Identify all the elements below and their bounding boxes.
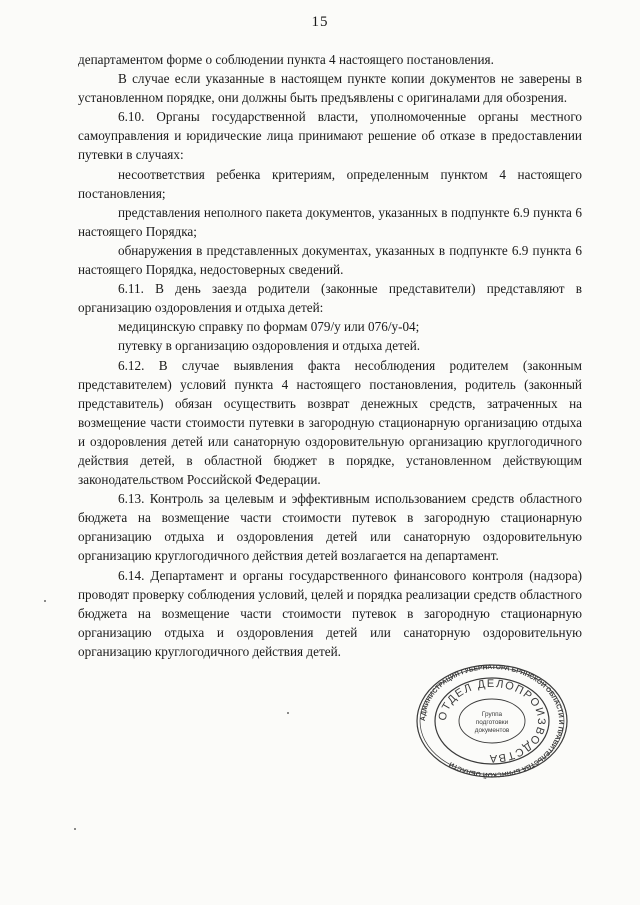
stamp-center-line: подготовки	[475, 719, 509, 726]
document-body	[78, 50, 582, 661]
paragraph: обнаружения в представленных документах, указанных в подпункте 6.9 пункта 6 настоящего Порядка, недостоверных сведений.	[78, 242, 582, 278]
paragraph: 6.10. Органы государственной власти, уполномоченные органы местного самоуправления и юридические лица принимают решение об отказе в предоставлении путевки в случаях:	[78, 109, 582, 163]
margin-speck	[44, 600, 46, 602]
paragraph: 6.13. Контроль за целевым и эффективным использованием средств областного бюджета на возмещение части стоимости путевок в загородную стационарную организацию отдыха и оздоровления детей или санаторную оздоровительную организацию круглогодичного действия детей возлагается на департамент.	[78, 491, 582, 564]
stamp-center-line: Группа	[481, 711, 503, 718]
paragraph: представления неполного пакета документов, указанных в подпункте 6.9 пункта 6 настоящего Порядка;	[78, 204, 582, 239]
page-number: 15	[311, 14, 329, 30]
paragraph: 6.14. Департамент и органы государственного финансового контроля (надзора) проводят проверку соблюдения условий, целей и порядка реализации средств областного бюджета на возмещение части стоимости путевок в загородную стационарную организацию отдыха и оздоровления детей или санаторную оздоровительную организацию круглогодичного действия детей.	[78, 567, 582, 659]
margin-speck	[74, 828, 76, 830]
paragraph: 6.11. В день заезда родители (законные представители) представляют в организацию оздоровления и отдыха детей:	[78, 281, 582, 316]
paragraph: 6.12. В случае выявления факта несоблюдения родителем (законным представителем) условий пункта 4 настоящего постановления, родитель (законный представитель) обязан осуществить возврат денежных средств, затраченных на возмещение части стоимости путевки в загородную стационарную организацию отдыха и оздоровления детей или санаторную оздоровительную организацию круглогодичного действия детей, в областной бюджет в порядке, установленном действующим законодательством Российской Федерации.	[78, 357, 582, 488]
margin-speck	[287, 712, 289, 714]
paragraph: департаментом форме о соблюдении пункта 4 настоящего постановления.	[78, 52, 494, 67]
paragraph: В случае если указанные в настоящем пункте копии документов не заверены в установленном порядке, они должны быть предъявлены с оригиналами для обозрения.	[78, 71, 582, 106]
stamp-center-line: документов	[474, 727, 510, 734]
office-stamp	[415, 663, 569, 779]
paragraph: путевку в организацию оздоровления и отдыха детей.	[118, 338, 421, 354]
stamp-inner-text: ОТДЕЛ ДЕЛОПРОИЗВОДСТВА	[436, 677, 548, 765]
stamp-outer-text: АДМИНИСТРАЦИЯ ГУБЕРНАТОРА БРЯНСКОЙ ОБЛАСТИ И ПРАВИТЕЛЬСТВА БРЯНСКОЙ ОБЛАСТИ	[419, 663, 565, 779]
paragraph: медицинскую справку по формам 079/у или 076/у-04;	[118, 319, 420, 335]
paragraph: несоответствия ребенка критериям, определенным пунктом 4 настоящего постановления;	[78, 166, 582, 201]
